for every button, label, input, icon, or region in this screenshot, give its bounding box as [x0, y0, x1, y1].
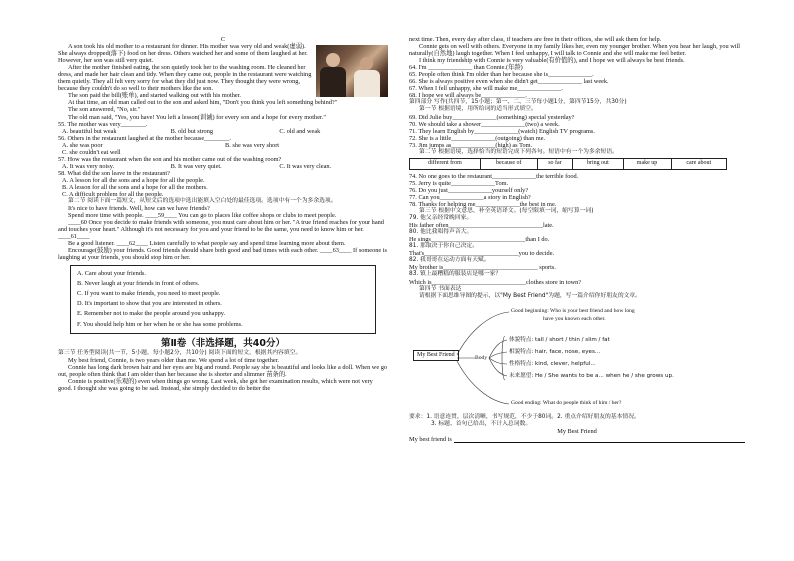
- option[interactable]: B. A lesson for all the sons and a hope for all the mothers.: [62, 183, 208, 191]
- option[interactable]: A. It was very noisy.: [62, 162, 115, 170]
- phrase-question[interactable]: 78. Thanks for helping me______________the best in me.: [409, 200, 557, 208]
- part2-title: 第Ⅱ卷（非选择题，共40分）: [161, 337, 285, 349]
- mind-map-item: 相貌特点: hair, face, nose, eyes...: [509, 348, 601, 355]
- s3-instruction: 第三节 根据中文意思，补全英语译文。(每空限填一词，缩写算一词): [419, 208, 594, 215]
- task-paragraph: Connie gets on well with others. Everyone in my family likes her, even my younger brother. When you hear her laugh, you will naturally(自然地) laugh together. When I feel unhappy, I will talk to Connie and she will make me feel better.: [409, 43, 741, 58]
- requirement: 3. 标题、首句已给出，不计入总词数。: [431, 420, 532, 427]
- translation-en[interactable]: My brother is______________________________ sports.: [409, 264, 556, 272]
- task-paragraph: My best friend, Connie, is two years older than me. We spend a lot of time together.: [68, 356, 279, 364]
- task-paragraph: Connie has long dark brown hair and her eyes are big and round. People say she is beautiful and looks like a doll. When we go out, people often think that I am older than her because she is shorter and slimmer 苗条的.: [58, 363, 388, 378]
- task-question[interactable]: 65. People often think I'm older than her because she is______________.: [409, 71, 594, 79]
- phrase-table: [409, 158, 727, 170]
- gap-paragraph: Be a good listener. ____62____ Listen carefully to what people say and spend time learning more about them.: [68, 240, 346, 248]
- question-55: [58, 121, 388, 135]
- translation-cn: 79. 他父亲经常晚回家。: [409, 215, 473, 222]
- gap-paragraph: ____60 Once you decide to make friends with someone, you must care about him or her. "A true friend reaches for your hand and touches your heart." Although it's not necessary for you and your friend to be the same, you need to know him or her. ____61____: [58, 219, 384, 241]
- essay-line[interactable]: [409, 435, 745, 443]
- fill-question[interactable]: 73. Jim jumps as______________(high) as Tom.: [409, 141, 533, 149]
- passage-paragraph: The son paid the bill(账单), and started walking out with his mother.: [68, 92, 241, 100]
- question-stem: 58. What did the son leave in the restaurant?: [58, 169, 170, 177]
- writing-line[interactable]: [454, 435, 745, 443]
- task-question[interactable]: 68. I hope we will always be______________.: [409, 92, 527, 100]
- phrase-question[interactable]: 76. Do you just______________yourself only?: [409, 186, 529, 194]
- essay-title: My Best Friend: [557, 427, 597, 435]
- question-stem: 55. The mother was very________.: [58, 120, 148, 128]
- option[interactable]: B. she was very short: [225, 141, 280, 149]
- restaurant-photo: [316, 45, 388, 97]
- s4-title: 第四节 书面表达: [419, 285, 462, 292]
- gap-paragraph: Spend more time with people. ____59____ You can go to places like coffee shops or clubs to meet people.: [68, 212, 337, 220]
- passage-paragraph: After the mother finished eating, the son quietly took her to the washing room. He cleaned her dress, and made her hair clean and tidy. When they came out, people in the restaurant were watching them quietly. They all felt very sorry for what they did just now. They thought they were wrong, because they couldn't do so well to their mothers like the son.: [58, 64, 312, 93]
- mind-map-ending: Good ending: What do people think of him / her?: [511, 399, 622, 406]
- options-box: [70, 265, 376, 334]
- s1-instruction: 第一节 根据语境，用所给词的适当形式填空。: [419, 106, 537, 113]
- translation-cn: 82. 我哥哥在运动方面有天赋。: [409, 257, 490, 264]
- s2-instruction: 第二节 根据语境，选择恰当的短语完成下列各句。短语中有一个为多余短语。: [419, 148, 618, 155]
- mind-map-root: My Best Friend: [413, 350, 459, 361]
- translation-en[interactable]: Which is______________________________clothes store in town?: [409, 278, 582, 286]
- task-question[interactable]: 67. When I fell unhappy, she will make me______________.: [409, 85, 563, 93]
- phrase-cell: different from: [410, 158, 481, 169]
- phrase-cell: make up: [623, 158, 671, 169]
- right-column: [409, 36, 745, 443]
- fill-question[interactable]: 72. She is a little______________(outgoing) than me.: [409, 134, 546, 142]
- mind-map-beginning-cont: have you known each other.: [543, 315, 606, 322]
- gap-option[interactable]: B. Never laugh at your friends in front of others.: [77, 279, 200, 287]
- gap-option[interactable]: A. Care about your friends.: [77, 269, 146, 277]
- task-question[interactable]: 66. She is always positive even when she didn't get______________ last week.: [409, 78, 609, 86]
- question-57: [58, 156, 388, 170]
- question-58: [58, 170, 388, 198]
- essay-start: My best friend is: [409, 435, 452, 443]
- passage-paragraph: A son took his old mother to a restaurant for dinner. His mother was very old and weak(虚弱). She always dropped(落下) food on her dress. Others watched her and some of them laughed at her. However, her son was still very quiet.: [58, 43, 308, 65]
- task-paragraph: Connie is positive(乐观的) even when things go wrong. Last week, she got her examination results, which were not very good. I thought she was going to be sad. Instead, she simply decided to do better the: [58, 377, 373, 392]
- task-question[interactable]: 64. I'm ______________ than Connie.(年龄): [409, 64, 523, 72]
- option[interactable]: A. A lesson for all the sons and a hope for all the people.: [62, 176, 205, 184]
- section2-instruction: 第二节 阅读下面一篇短文，从短文后的选项中选出能填入空白处的最佳选项。选项中有一个为多余选项。: [68, 198, 337, 205]
- option[interactable]: B. old but strong: [170, 127, 214, 135]
- phrase-question[interactable]: 75. Jerry is quite______________Tom.: [409, 179, 509, 187]
- task-paragraph: I think my friendship with Connie is very valuable(有价值的), and I hope we will always be best friends.: [419, 57, 685, 65]
- passage-paragraph: The son answered, "No, sir.": [68, 106, 141, 114]
- phrase-cell: care about: [671, 158, 727, 169]
- phrase-cell: so far: [537, 158, 573, 169]
- mind-map-body: Body: [475, 354, 488, 361]
- mind-map-item: 性格特点: kind, clever, helpful...: [509, 360, 596, 367]
- section3-instruction: 第三节 任务型阅读(共一节，5小题，每小题2分，共10分) 阅读下面的短文，根据其内容填空。: [58, 349, 302, 356]
- option[interactable]: C. old and weak: [279, 127, 321, 135]
- gap-paragraph: Encourage(鼓励) your friends. Good friends should share both good and bad times with each other. ____63____ If someone is laughing at your friends, you should stop him or her.: [58, 247, 387, 262]
- task-paragraph: next time. Then, every day after class, if teachers are free in their offices, she will ask them for help.: [409, 36, 662, 43]
- phrase-cell: bring out: [573, 158, 623, 169]
- option[interactable]: A. beautiful but weak: [62, 127, 117, 135]
- translation-en[interactable]: That's______________________________you to decide.: [409, 250, 555, 258]
- passage-letter: C: [220, 36, 226, 43]
- translation-cn: 80. 他比我唱得声音大。: [409, 229, 473, 236]
- fill-question[interactable]: 69. Did Julie buy______________(something) special yesterday?: [409, 113, 575, 121]
- left-column: [58, 36, 388, 392]
- translation-cn: 81. 那取决于你自己决定。: [409, 243, 479, 250]
- requirement: 要求：1. 语意连贯，层次清晰，书写规范，不少于80词。2. 重点介绍好朋友的基本情况。: [409, 413, 640, 420]
- translation-en[interactable]: He sings______________________________than I do.: [409, 236, 550, 244]
- gap-option[interactable]: E. Remember not to make the people around you unhappy.: [77, 310, 226, 318]
- mind-map: [409, 302, 745, 414]
- translation-cn: 83. 镇上最糟糕的服装店是哪一家？: [409, 271, 502, 278]
- option[interactable]: A. she was poor: [62, 141, 103, 149]
- option[interactable]: B. It was very quiet.: [170, 162, 222, 170]
- phrase-question[interactable]: 74. No one goes to the restaurant______________the terrible food.: [409, 172, 579, 180]
- gap-option[interactable]: D. It's important to show that you are interested in others.: [77, 300, 222, 308]
- fill-question[interactable]: 71. They learn English by______________(watch) English TV programs.: [409, 127, 595, 135]
- part4-title: 第四部分 写作(共四节，15小题；第一、二、三节每小题1分，第四节15分，共30分): [409, 99, 627, 106]
- s4-instruction: 请根据下面思维导图的提示，以"My Best Friend"为题，写一篇介绍你好朋友的文章。: [419, 292, 642, 299]
- passage-paragraph: At that time, an old man called out to the son and asked him, "Don't you think you left something behind?": [68, 99, 338, 107]
- translation-en[interactable]: His father often______________________________late.: [409, 222, 554, 230]
- gap-option[interactable]: F. You should help him or her when he or she has some problems.: [77, 320, 243, 328]
- fill-question[interactable]: 70. We should take a shower______________(two) a week.: [409, 120, 560, 128]
- passage-paragraph: The old man said, "Yes, you have! You left a lesson(训诫) for every son and a hope for every mother.": [68, 113, 326, 121]
- mind-map-item: 未来愿望: He / She wants to be a... when he / she grows up.: [509, 372, 674, 379]
- mind-map-beginning: Good beginning: Who is your best friend and how long: [511, 307, 635, 314]
- option[interactable]: C. she couldn't eat well: [62, 148, 121, 156]
- phrase-cell: because of: [480, 158, 537, 169]
- option[interactable]: C. A difficult problem for all the people.: [62, 191, 164, 199]
- question-56: [58, 135, 388, 156]
- question-stem: 57. How was the restaurant when the son and his mother came out of the washing room?: [58, 155, 282, 163]
- phrase-question[interactable]: 77. Can you______________a story in English?: [409, 193, 531, 201]
- question-stem: 56. Others in the restaurant laughed at the mother because________.: [58, 134, 231, 142]
- option[interactable]: C. It was very clean.: [279, 162, 332, 170]
- gap-option[interactable]: C. If you want to make friends, you need to meet people.: [77, 289, 221, 297]
- mind-map-item: 体貌特点: tall / short / thin / slim / fat: [509, 336, 610, 343]
- gap-paragraph: It's nice to have friends. Well, how can we have friends?: [68, 205, 210, 213]
